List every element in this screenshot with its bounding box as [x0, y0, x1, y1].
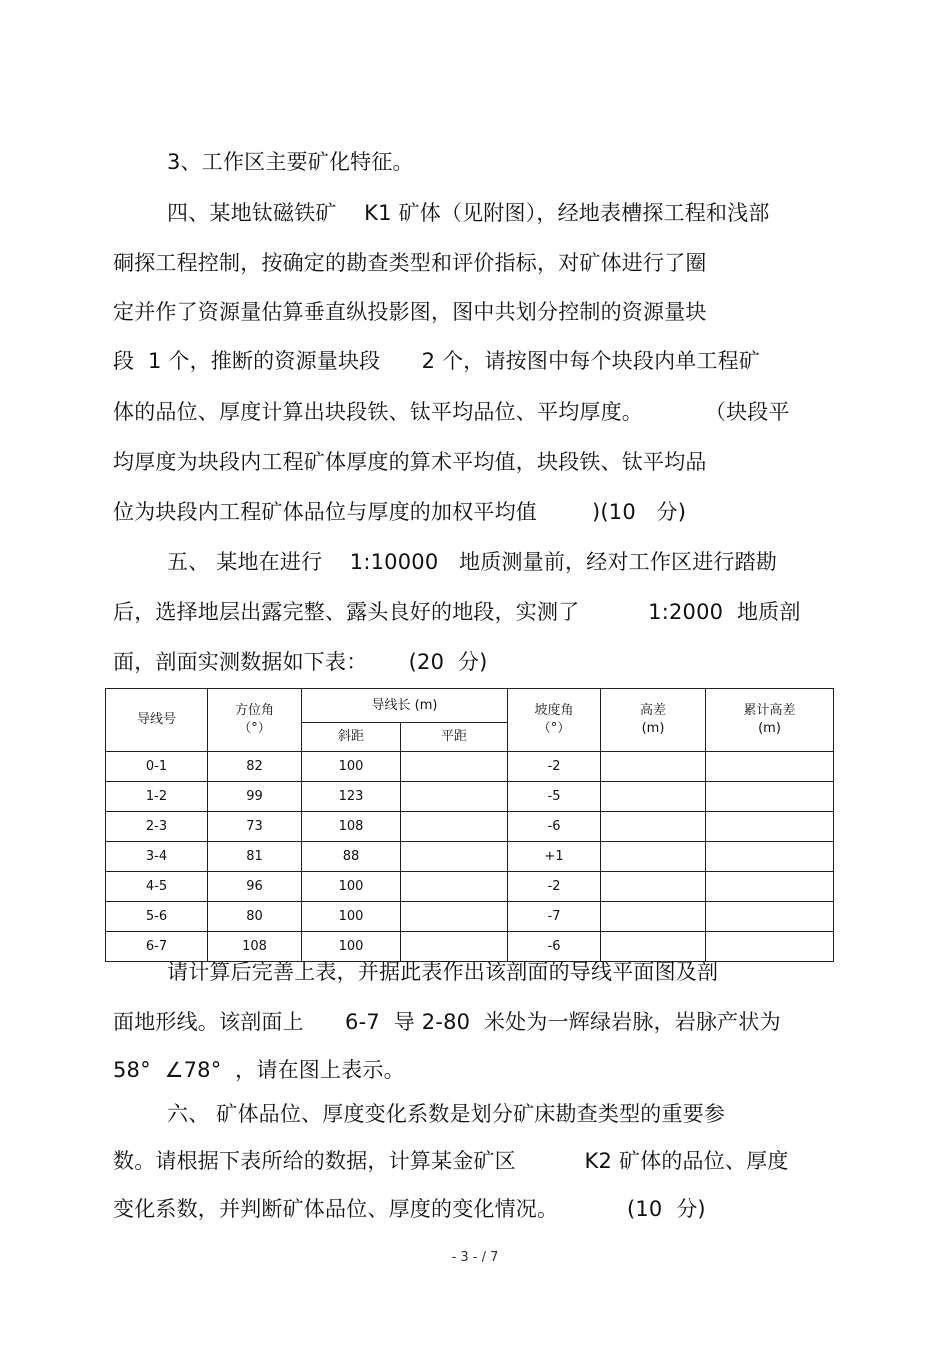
cell-id: 4-5: [106, 872, 208, 902]
text-line-13: 面地形线。该剖面上 6-7 导 2-80 米处为一辉绿岩脉，岩脉产状为: [113, 1010, 781, 1034]
cell-azimuth: 96: [208, 872, 302, 902]
table-row: [106, 752, 834, 782]
cell-flat: [401, 902, 508, 932]
cell-slope: -7: [508, 902, 601, 932]
cell-cumulative: [706, 782, 834, 812]
cell-cumulative: [706, 752, 834, 782]
text-line-7: 均厚度为块段内工程矿体厚度的算术平均值，块段铁、钛平均品: [113, 450, 707, 474]
cell-azimuth: 82: [208, 752, 302, 782]
text-line-3: 硐探工程控制，按确定的勘查类型和评价指标，对矿体进行了圈: [113, 251, 707, 275]
survey-data-table: [105, 688, 834, 962]
text-line-15: 六、 矿体品位、厚度变化系数是划分矿床勘查类型的重要参: [167, 1102, 726, 1126]
cell-height: [601, 812, 706, 842]
cell-slant: 123: [302, 782, 401, 812]
cell-id: 5-6: [106, 902, 208, 932]
cell-id: 6-7: [106, 932, 208, 962]
text-line-2: 四、某地钛磁铁矿 K1 矿体（见附图），经地表槽探工程和浅部: [167, 201, 770, 225]
text-line-4: 定并作了资源量估算垂直纵投影图，图中共划分控制的资源量块: [113, 300, 707, 324]
cell-flat: [401, 812, 508, 842]
text-line-10: 后，选择地层出露完整、露头良好的地段，实测了 1:2000 地质剖: [113, 600, 801, 624]
cell-cumulative: [706, 932, 834, 962]
cell-azimuth: 108: [208, 932, 302, 962]
text-line-11: 面，剖面实测数据如下表： (20 分): [113, 650, 488, 674]
cell-id: 0-1: [106, 752, 208, 782]
cell-slope: -2: [508, 752, 601, 782]
header-azimuth: 方位角 （°）: [208, 689, 302, 752]
cell-height: [601, 752, 706, 782]
cell-cumulative: [706, 872, 834, 902]
cell-azimuth: 73: [208, 812, 302, 842]
cell-cumulative: [706, 812, 834, 842]
table-row: [106, 872, 834, 902]
page-number: - 3 - / 7: [451, 1250, 499, 1265]
cell-flat: [401, 842, 508, 872]
cell-id: 1-2: [106, 782, 208, 812]
header-traverse-id: 导线号: [106, 689, 208, 752]
cell-flat: [401, 782, 508, 812]
cell-flat: [401, 932, 508, 962]
header-height-diff: 高差 (m): [601, 689, 706, 752]
cell-slant: 100: [302, 932, 401, 962]
text-line-1: 3、工作区主要矿化特征。: [167, 150, 414, 174]
cell-height: [601, 872, 706, 902]
text-line-5: 段 1 个，推断的资源量块段 2 个，请按图中每个块段内单工程矿: [113, 349, 761, 373]
cell-cumulative: [706, 842, 834, 872]
table-row: [106, 902, 834, 932]
table-row: [106, 932, 834, 962]
table-row: [106, 812, 834, 842]
cell-slope: -6: [508, 932, 601, 962]
cell-id: 2-3: [106, 812, 208, 842]
cell-azimuth: 99: [208, 782, 302, 812]
text-line-17: 变化系数，并判断矿体品位、厚度的变化情况。 (10 分): [113, 1197, 706, 1221]
text-line-8: 位为块段内工程矿体品位与厚度的加权平均值 )(10 分): [113, 500, 687, 524]
text-line-14: 58° ∠78° ，请在图上表示。: [113, 1058, 405, 1082]
cell-slant: 108: [302, 812, 401, 842]
table-row: [106, 842, 834, 872]
cell-slant: 100: [302, 752, 401, 782]
cell-slant: 88: [302, 842, 401, 872]
text-line-6: 体的品位、厚度计算出块段铁、钛平均品位、平均厚度。 （块段平: [113, 400, 790, 424]
text-line-9: 五、 某地在进行 1:10000 地质测量前，经对工作区进行踏勘: [167, 550, 778, 574]
cell-cumulative: [706, 902, 834, 932]
cell-slant: 100: [302, 872, 401, 902]
text-line-16: 数。请根据下表所给的数据，计算某金矿区 K2 矿体的品位、厚度: [113, 1149, 789, 1173]
cell-azimuth: 80: [208, 902, 302, 932]
cell-id: 3-4: [106, 842, 208, 872]
table-row: [106, 782, 834, 812]
survey-table-container: [105, 688, 833, 962]
header-traverse-length: 导线长 (m): [302, 689, 508, 723]
cell-slope: -6: [508, 812, 601, 842]
cell-height: [601, 782, 706, 812]
cell-height: [601, 932, 706, 962]
text-line-12: 请计算后完善上表，并据此表作出该剖面的导线平面图及剖: [167, 960, 719, 984]
cell-slant: 100: [302, 902, 401, 932]
cell-slope: -5: [508, 782, 601, 812]
header-slant-distance: 斜距: [302, 723, 401, 752]
cell-flat: [401, 752, 508, 782]
header-flat-distance: 平距: [401, 723, 508, 752]
cell-slope: +1: [508, 842, 601, 872]
cell-height: [601, 902, 706, 932]
cell-height: [601, 842, 706, 872]
header-cumulative-height: 累计高差 (m): [706, 689, 834, 752]
cell-azimuth: 81: [208, 842, 302, 872]
cell-slope: -2: [508, 872, 601, 902]
cell-flat: [401, 872, 508, 902]
header-slope-angle: 坡度角 （°）: [508, 689, 601, 752]
